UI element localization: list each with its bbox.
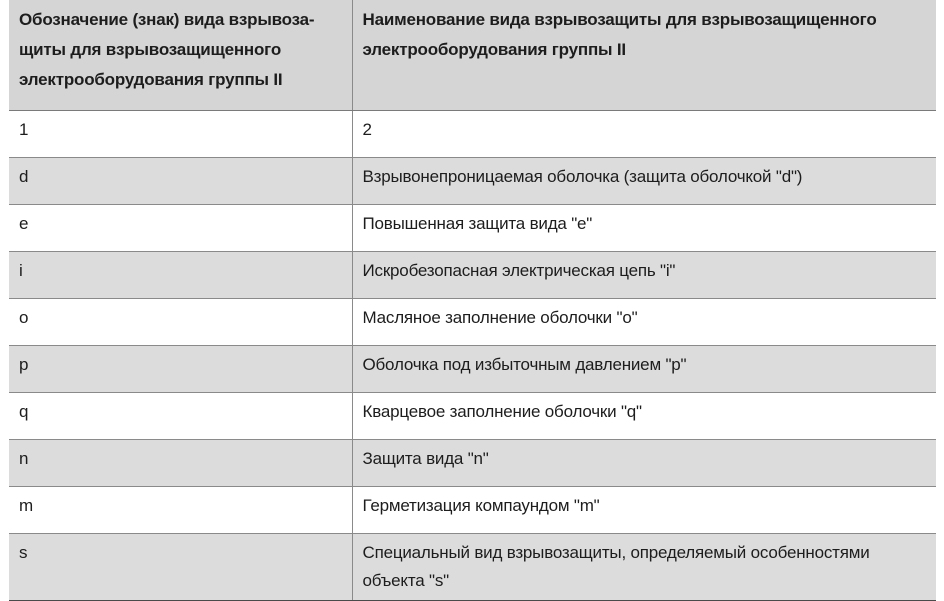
cell-sign: q xyxy=(9,393,352,440)
table-row xyxy=(9,393,936,440)
cell-sign: d xyxy=(9,158,352,205)
cell-sign: s xyxy=(9,534,352,601)
cell-name: 2 xyxy=(352,111,936,158)
explosion-protection-table xyxy=(9,0,936,601)
table-row xyxy=(9,487,936,534)
cell-sign: p xyxy=(9,346,352,393)
table-row xyxy=(9,252,936,299)
table-row xyxy=(9,440,936,487)
cell-name: Масляное заполнение оболочки "о" xyxy=(352,299,936,346)
table-row xyxy=(9,111,936,158)
cell-name: Защита вида "n" xyxy=(352,440,936,487)
table-row xyxy=(9,205,936,252)
table-row xyxy=(9,299,936,346)
cell-name: Оболочка под избыточным давлением "р" xyxy=(352,346,936,393)
cell-sign: 1 xyxy=(9,111,352,158)
cell-sign: n xyxy=(9,440,352,487)
cell-name: Кварцевое заполнение оболочки "q" xyxy=(352,393,936,440)
table-row xyxy=(9,346,936,393)
cell-sign: i xyxy=(9,252,352,299)
header-sign-column: Обозначение (знак) вида взрывоза-щиты для взрывозащищенного электрооборудования группы II xyxy=(9,0,352,111)
table-row xyxy=(9,158,936,205)
cell-name: Герметизация компаундом "m" xyxy=(352,487,936,534)
table-header-row xyxy=(9,0,936,111)
cell-name: Искробезопасная электрическая цепь "i" xyxy=(352,252,936,299)
table-row xyxy=(9,534,936,601)
cell-sign: o xyxy=(9,299,352,346)
cell-name: Повышенная защита вида "е" xyxy=(352,205,936,252)
cell-sign: m xyxy=(9,487,352,534)
header-name-column: Наименование вида взрывозащиты для взрывозащищенного электрооборудования группы II xyxy=(352,0,936,111)
cell-sign: e xyxy=(9,205,352,252)
cell-name: Специальный вид взрывозащиты, определяемый особенностями объекта "s" xyxy=(352,534,936,601)
cell-name: Взрывонепроницаемая оболочка (защита оболочкой "d") xyxy=(352,158,936,205)
